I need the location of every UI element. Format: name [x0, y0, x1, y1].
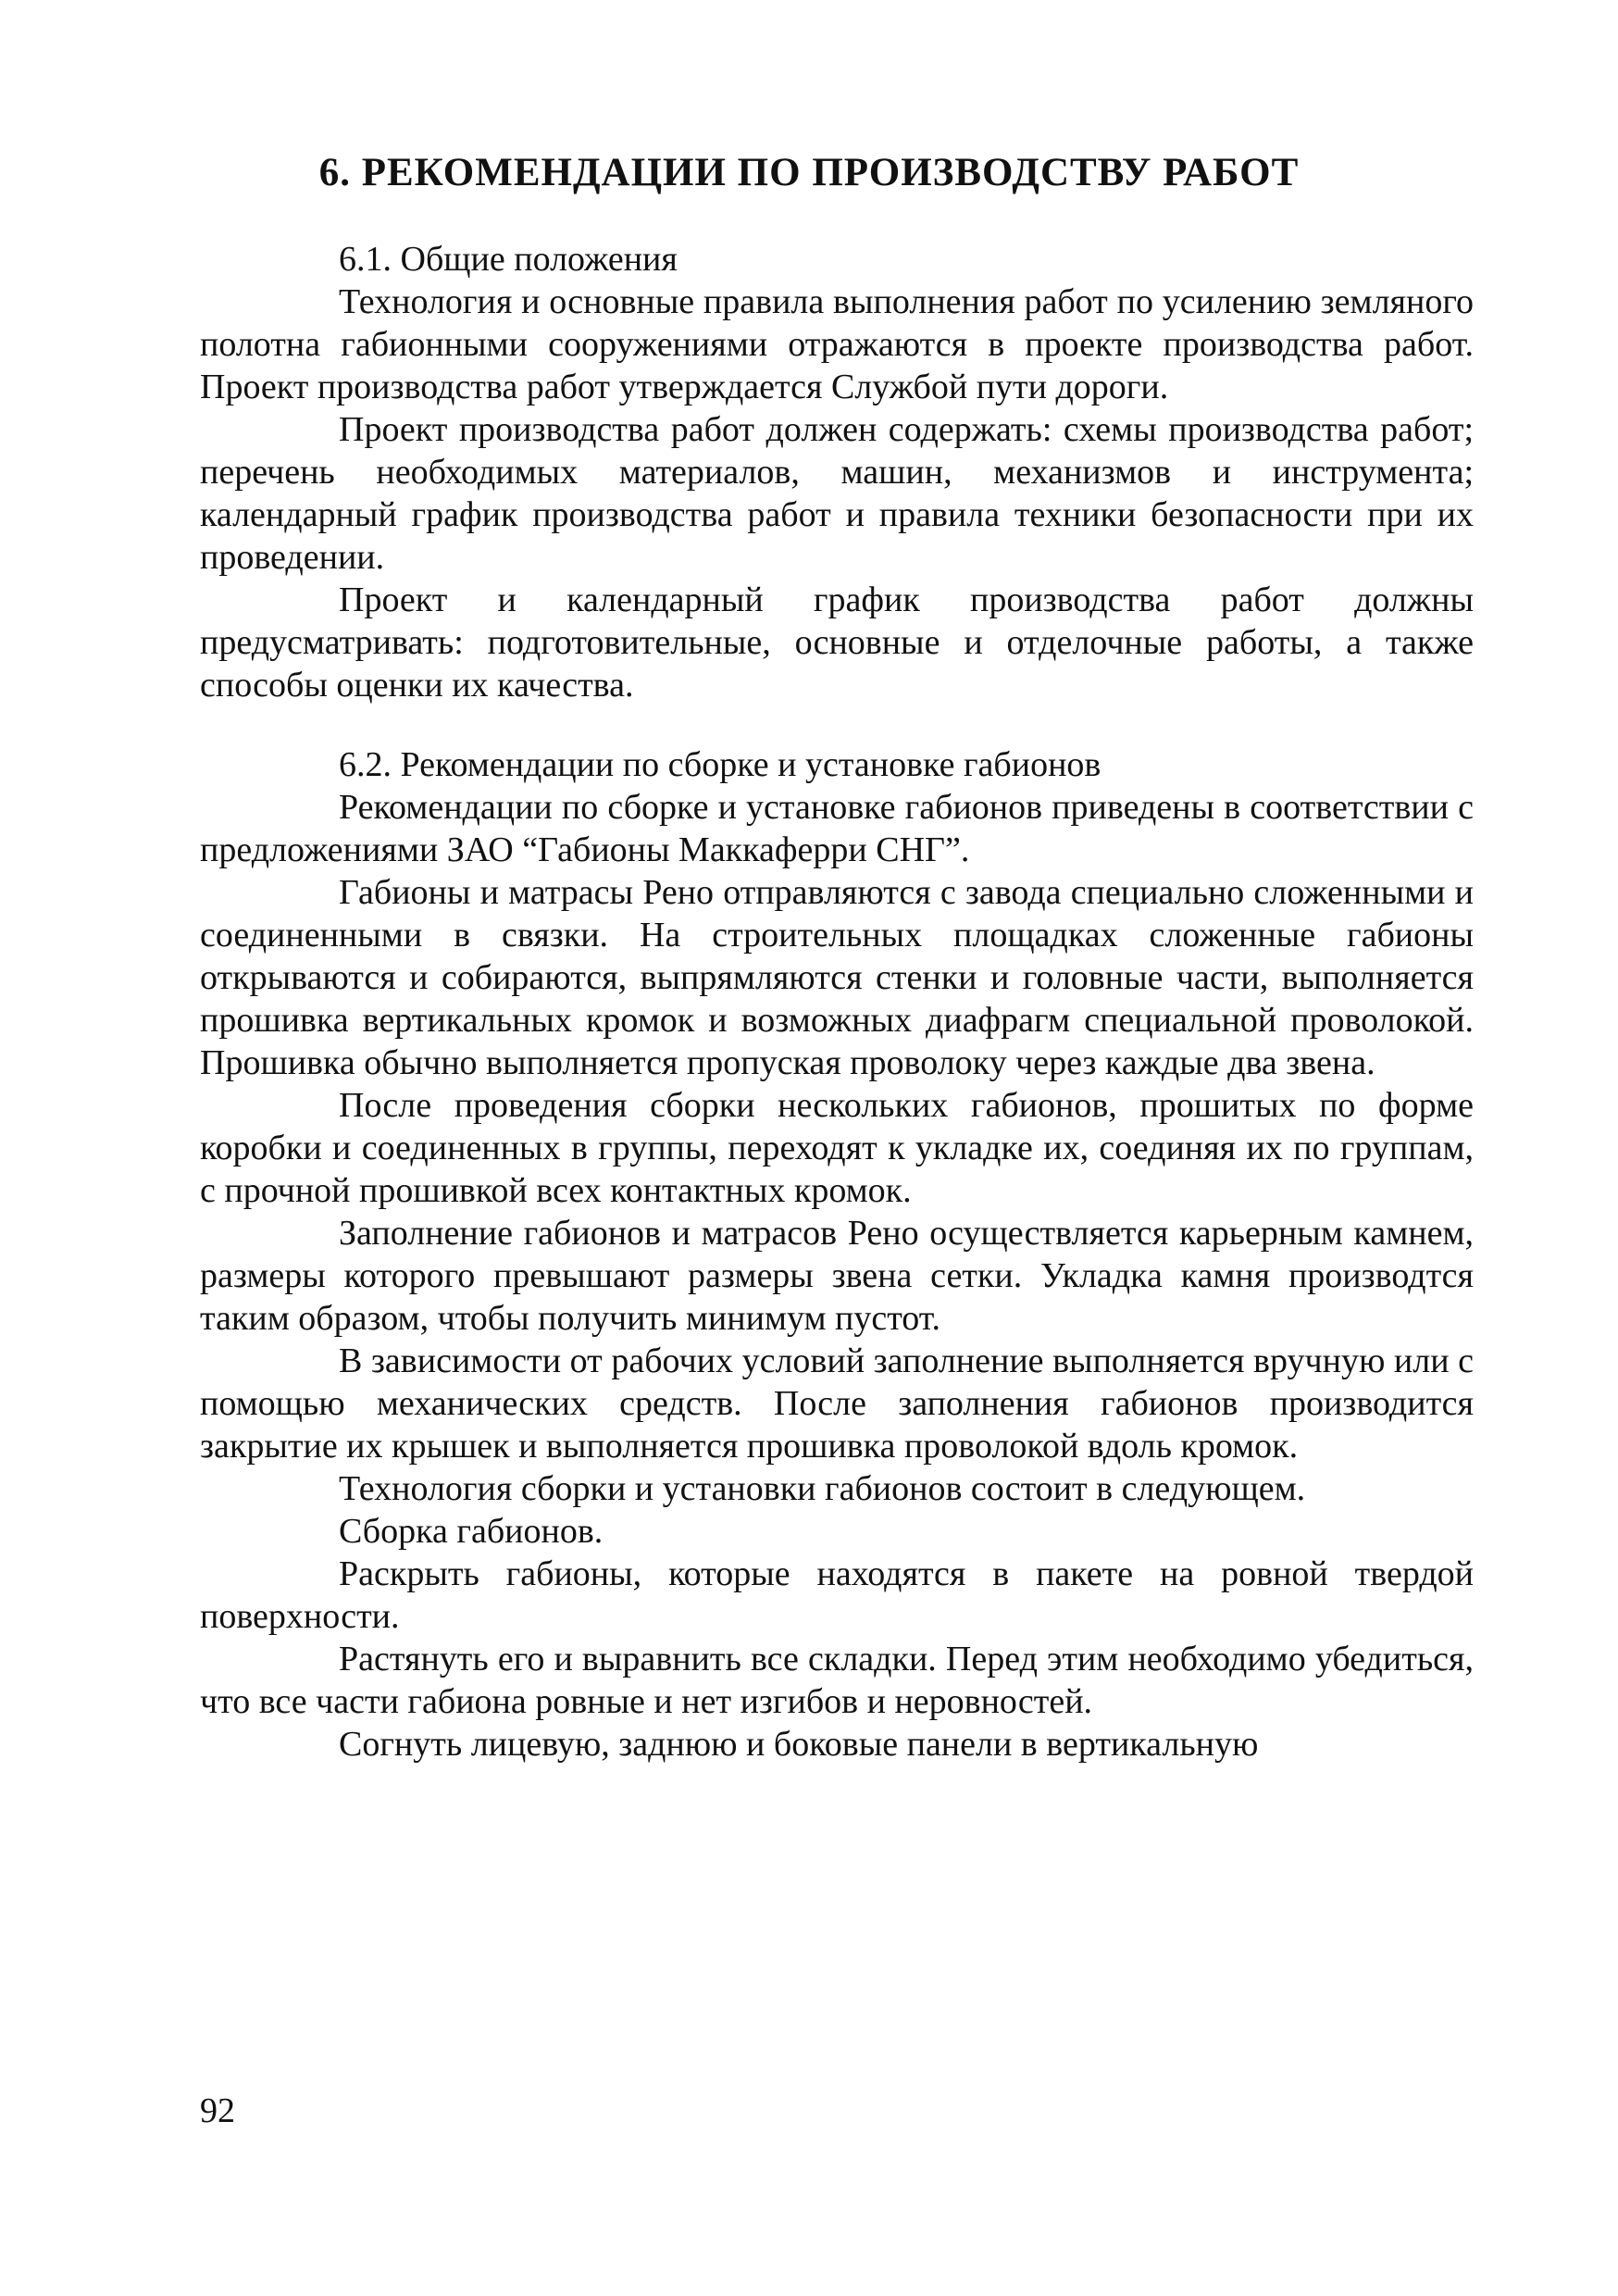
- paragraph: Заполнение габионов и матрасов Рено осуществляется карьерным камнем, размеры которого превышают размеры звена сетки. Укладка камня производтся таким образом, чтобы получить минимум пустот.: [200, 1214, 1474, 1338]
- section-heading-6-2: 6.2. Рекомендации по сборке и установке габионов: [339, 745, 1101, 784]
- section-heading-6-1: 6.1. Общие положения: [339, 240, 678, 279]
- document-body: [200, 238, 1474, 1766]
- step-paragraph: Растянуть его и выравнить все складки. Перед этим необходимо убедиться, что все части габиона ровные и нет изгибов и неровностей.: [200, 1640, 1474, 1721]
- paragraph: Проект производства работ должен содержать: схемы производства работ; перечень необходимых материалов, машин, механизмов и инструмента; календарный график производства работ и правила техники безопасности при их проведении.: [200, 410, 1474, 577]
- paragraph: Проект и календарный график производства работ должны предусматривать: подготовительные, основные и отделочные работы, а также способы оценки их качества.: [200, 580, 1474, 705]
- paragraph: В зависимости от рабочих условий заполнение выполняется вручную или с помощью механических средств. После заполнения габионов производится закрытие их крышек и выполняется прошивка проволокой вдоль кромок.: [200, 1341, 1474, 1466]
- paragraph: Рекомендации по сборке и установке габионов приведены в соответствии с предложениями ЗАО “Габионы Маккаферри СНГ”.: [200, 788, 1474, 869]
- page-number: 92: [200, 2091, 235, 2130]
- subheading-assembly: Сборка габионов.: [339, 1512, 604, 1551]
- step-paragraph: Раскрыть габионы, которые находятся в пакете на ровной твердой поверхности.: [200, 1554, 1474, 1636]
- paragraph: Габионы и матрасы Рено отправляются с завода специально сложенными и соединенными в связки. На строительных площадках сложенные габионы открываются и собираются, выпрямляются стенки и головные части, выполняется прошивка вертикальных кромок и возможных диафрагм специальной проволокой. Прошивка обычно выполняется пропуская проволоку через каждые два звена.: [200, 873, 1474, 1082]
- paragraph: После проведения сборки нескольких габионов, прошитых по форме коробки и соединенных в группы, переходят к укладке их, соединяя их по группам, с прочной прошивкой всех контактных кромок.: [200, 1086, 1474, 1210]
- section-spacer: [200, 706, 1474, 743]
- chapter-title: 6. РЕКОМЕНДАЦИИ ПО ПРОИЗВОДСТВУ РАБОТ: [318, 151, 1300, 194]
- paragraph: Технология и основные правила выполнения работ по усилению земляного полотна габионными сооружениями отражаются в проекте производства работ. Проект производства работ утверждается Службой пути дороги.: [200, 282, 1474, 406]
- step-paragraph: Согнуть лицевую, заднюю и боковые панели в вертикальную: [339, 1725, 1259, 1764]
- paragraph: Технология сборки и установки габионов состоит в следующем.: [339, 1469, 1306, 1508]
